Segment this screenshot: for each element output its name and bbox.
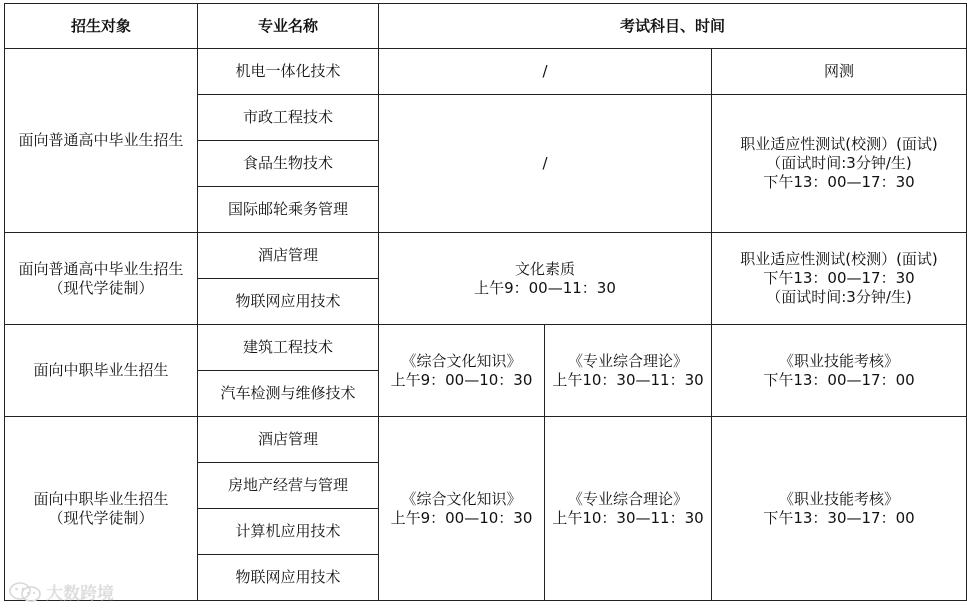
exam-time: 上午10：30—11：30 (552, 370, 704, 389)
target-cell (5, 417, 198, 601)
exam-cell: / (379, 95, 712, 233)
test-time: 下午13：00—17：30 (763, 269, 915, 287)
major-cell: 食品生物技术 (198, 141, 379, 187)
table-row (5, 233, 967, 279)
major-cell: 物联网应用技术 (198, 555, 379, 601)
major-cell: 市政工程技术 (198, 95, 379, 141)
target-label: 面向中职毕业生招生 (33, 361, 169, 379)
exam-cell (545, 325, 712, 417)
header-exam: 考试科目、时间 (379, 4, 967, 49)
test-name: 职业适应性测试(校测）(面试) (740, 250, 938, 268)
exam-cell: / (379, 49, 712, 95)
exam-subject: 《专业综合理论》 (567, 351, 688, 370)
exam-subject: 《专业综合理论》 (567, 489, 688, 508)
exam-time: 上午9：00—11：30 (474, 278, 616, 297)
major-cell: 房地产经营与管理 (198, 463, 379, 509)
target-cell (5, 49, 198, 233)
exam-subject: 《综合文化知识》 (401, 489, 522, 508)
exam-time: 上午9：00—10：30 (390, 370, 533, 389)
exam-cell (379, 325, 545, 417)
exam-time: 上午9：00—10：30 (390, 508, 533, 527)
target-sublabel: （现代学徒制） (48, 278, 154, 297)
test-cell (712, 417, 967, 601)
exam-cell (379, 233, 712, 325)
test-name: 《职业技能考核》 (779, 351, 900, 370)
target-label: 面向普通高中毕业生招生 (18, 131, 184, 149)
test-duration: （面试时间:3分钟/生) (766, 154, 912, 172)
table-row (5, 49, 967, 95)
exam-schedule-table (4, 3, 967, 601)
test-time: 下午13：30—17：00 (763, 508, 915, 527)
exam-time: 上午10：30—11：30 (552, 508, 704, 527)
target-sublabel: （现代学徒制） (48, 508, 154, 527)
exam-cell (379, 417, 545, 601)
watermark-text: 大数跨境 (46, 584, 114, 604)
major-cell: 酒店管理 (198, 233, 379, 279)
major-cell: 计算机应用技术 (198, 509, 379, 555)
target-label: 面向普通高中毕业生招生 (18, 259, 184, 278)
table-row (5, 417, 967, 463)
target-label: 面向中职毕业生招生 (33, 489, 169, 508)
test-cell (712, 95, 967, 233)
exam-subject: 《综合文化知识》 (401, 351, 522, 370)
header-target: 招生对象 (5, 4, 198, 49)
major-cell: 汽车检测与维修技术 (198, 371, 379, 417)
major-cell: 物联网应用技术 (198, 279, 379, 325)
table-row (5, 325, 967, 371)
test-cell (712, 233, 967, 325)
major-cell: 建筑工程技术 (198, 325, 379, 371)
test-time: 下午13：00—17：00 (763, 370, 915, 389)
major-cell: 机电一体化技术 (198, 49, 379, 95)
target-cell (5, 325, 198, 417)
test-name: 职业适应性测试(校测）(面试) (740, 135, 938, 153)
exam-cell (545, 417, 712, 601)
major-cell: 酒店管理 (198, 417, 379, 463)
test-duration: （面试时间:3分钟/生) (766, 288, 912, 306)
target-cell (5, 233, 198, 325)
test-cell: 网测 (712, 49, 967, 95)
exam-subject: 文化素质 (514, 259, 575, 278)
header-row (5, 4, 967, 49)
header-major: 专业名称 (198, 4, 379, 49)
major-cell: 国际邮轮乘务管理 (198, 187, 379, 233)
test-cell (712, 325, 967, 417)
test-time: 下午13：00—17：30 (763, 173, 915, 191)
test-name: 《职业技能考核》 (779, 489, 900, 508)
